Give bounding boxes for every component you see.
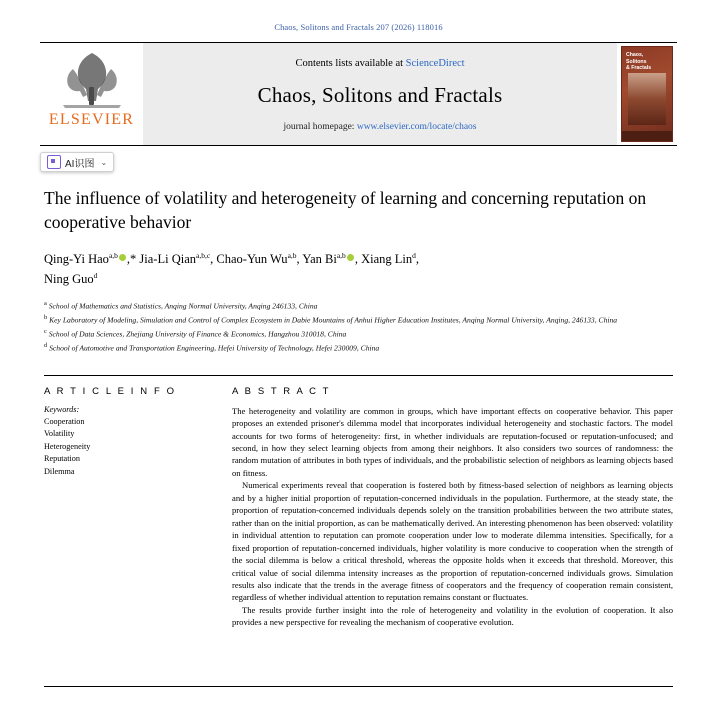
orcid-icon[interactable] <box>119 254 126 261</box>
author-name[interactable]: Xiang Lin <box>361 252 413 267</box>
elsevier-wordmark: ELSEVIER <box>48 111 135 128</box>
affiliation-list <box>44 299 673 354</box>
article-info-abstract-columns <box>44 386 673 629</box>
abstract-body <box>232 405 673 629</box>
author-name[interactable]: Chao-Yun Wu <box>216 252 288 267</box>
author-affil-marker: a,b,c <box>196 251 211 261</box>
page-title: The influence of volatility and heterogeneity of learning and concerning reputation on cooperative behavior <box>44 188 647 233</box>
journal-homepage-line <box>283 122 476 132</box>
author-affil-marker: a,b <box>336 251 346 261</box>
keywords-list <box>44 416 210 478</box>
orcid-icon[interactable] <box>347 254 354 261</box>
publisher-logo <box>40 43 143 145</box>
ai-scan-icon <box>47 155 61 169</box>
abstract-column <box>232 386 673 629</box>
keywords-label: Keywords: <box>44 404 80 414</box>
affiliation-marker: d <box>44 341 48 349</box>
author-name[interactable]: Yan Bi <box>302 252 337 267</box>
author-name[interactable]: Jia-Li Qian <box>139 252 196 267</box>
author-name[interactable]: Qing-Yi Hao <box>44 252 109 267</box>
keyword-item: Heterogeneity <box>44 441 91 451</box>
affiliation-text: School of Data Sciences, Zhejiang University of Finance & Economics, Hangzhou 310018, China <box>48 329 347 339</box>
section-divider <box>44 375 673 376</box>
page-bottom-divider <box>44 686 673 687</box>
keyword-item: Cooperation <box>44 416 85 426</box>
cover-artwork <box>628 73 666 125</box>
author-affil-marker: d <box>412 251 416 261</box>
abstract-paragraph: The results provide further insight into the role of heterogeneity and volatility in the evolution of cooperation. It also provides a new perspective for revealing the mechanism of cooperative evolution. <box>232 604 673 628</box>
ai-recognize-label: AI识图 <box>65 158 95 170</box>
article-info-heading: A R T I C L E I N F O <box>44 385 177 397</box>
homepage-prefix: journal homepage: <box>283 122 355 132</box>
keyword-item: Reputation <box>44 454 80 464</box>
cover-title-text: Chaos, Solitons & Fractals <box>626 52 652 71</box>
article-info-column <box>44 386 210 629</box>
contents-available-line <box>295 58 464 69</box>
contents-prefix: Contents lists available at <box>295 58 404 69</box>
masthead-center <box>143 43 617 145</box>
affiliation-text: School of Automotive and Transportation Engineering, Hefei University of Technology, Hefei 230009, China <box>49 343 380 353</box>
author-affil-marker: a,b <box>108 251 118 261</box>
affiliation-marker: b <box>44 314 48 322</box>
elsevier-tree-icon <box>53 47 131 109</box>
chevron-down-icon[interactable]: ⌄ <box>100 157 108 167</box>
title-block <box>44 186 673 234</box>
sciencedirect-link[interactable]: ScienceDirect <box>405 58 465 69</box>
author-affil-marker: d <box>93 270 98 280</box>
author-list: Qing-Yi Hao$^{a,b}$ ,* Jia-Li Qian$^{a,b,c}$, Chao-Yun Wu$^{a,b}$, Yan Bi$^{a,b}$ , Xiang Lin$^d$, Ning Guo$^d$ <box>44 251 419 286</box>
affiliation-marker: a <box>44 300 47 308</box>
affiliation-item <box>44 299 673 313</box>
journal-title: Chaos, Solitons and Fractals <box>257 83 503 107</box>
journal-cover <box>617 43 677 145</box>
running-head: Chaos, Solitons and Fractals 207 (2026) 118016 <box>274 22 443 32</box>
journal-homepage-link[interactable]: www.elsevier.com/locate/chaos <box>356 122 477 132</box>
affiliation-marker: c <box>44 328 47 335</box>
affiliation-text: Key Laboratory of Modeling, Simulation and Control of Complex Ecosystem in Dabie Mountains of Anhui Higher Education Institutes, Anqing Normal University, Anqing, 246133, China <box>49 315 618 325</box>
keyword-item: Volatility <box>44 429 75 439</box>
keyword-item: Dilemma <box>44 466 75 476</box>
corresponding-marker: ,* <box>126 252 137 267</box>
journal-masthead <box>40 42 677 146</box>
affiliation-item <box>44 327 673 341</box>
affiliation-text: School of Mathematics and Statistics, Anqing Normal University, Anqing 246133, China <box>48 301 318 311</box>
affiliation-item <box>44 341 673 355</box>
abstract-heading: A B S T R A C T <box>232 385 331 397</box>
author-name[interactable]: Ning Guo <box>44 271 94 286</box>
cover-thumbnail <box>621 46 673 142</box>
abstract-paragraph: Numerical experiments reveal that cooperation is fostered both by fitness-based selection of neighbors as learning objects and by a higher initial proportion of reputation-concerned individuals in the population. Furthermore, at the steady state, the proportion of reputation-concerned individuals depends solely on the transition probabilities between the two attribute states, rather than on the initial proportion, as can be mathematically derived. An interesting phenomenon has been observed: volatility in individual attention to reputation can promote cooperation under low to moderate dilemma intensities. Specifically, for a fixed proportion of reputation-concerned individuals, higher volatility is more conducive to cooperation when the strength of the social dilemma is below a critical threshold, whereas the opposite holds when it exceeds that threshold. Moreover, this critical value of social dilemma intensity increases as the proportion of reputation-concerned individuals grows. Simulation results also indicate that the trends in the average fitness of cooperators and the frequency of cooperation remain consistent, regardless of whether individual attention to reputation remains constant or fluctuates. <box>232 480 673 603</box>
author-affil-marker: a,b <box>287 251 297 261</box>
ai-recognize-image-button[interactable] <box>40 152 114 172</box>
affiliation-item <box>44 313 673 327</box>
cover-footer-band <box>622 131 672 141</box>
abstract-paragraph: The heterogeneity and volatility are common in groups, which have important effects on cooperative behavior. This paper proposes an extended prisoner's dilemma model that incorporates individual heterogeneity and stochastic factors. The model accounts for two forms of heterogeneity: first, in whether individuals are reputation-focused or reputation-unfocused; and second, in how they select learning objects from among their neighbors. It also considers two sources of randomness: the random mutation of attributes in both types of individuals, and the probabilistic selection of neighbors as learning objects based on fitness. <box>232 405 673 478</box>
